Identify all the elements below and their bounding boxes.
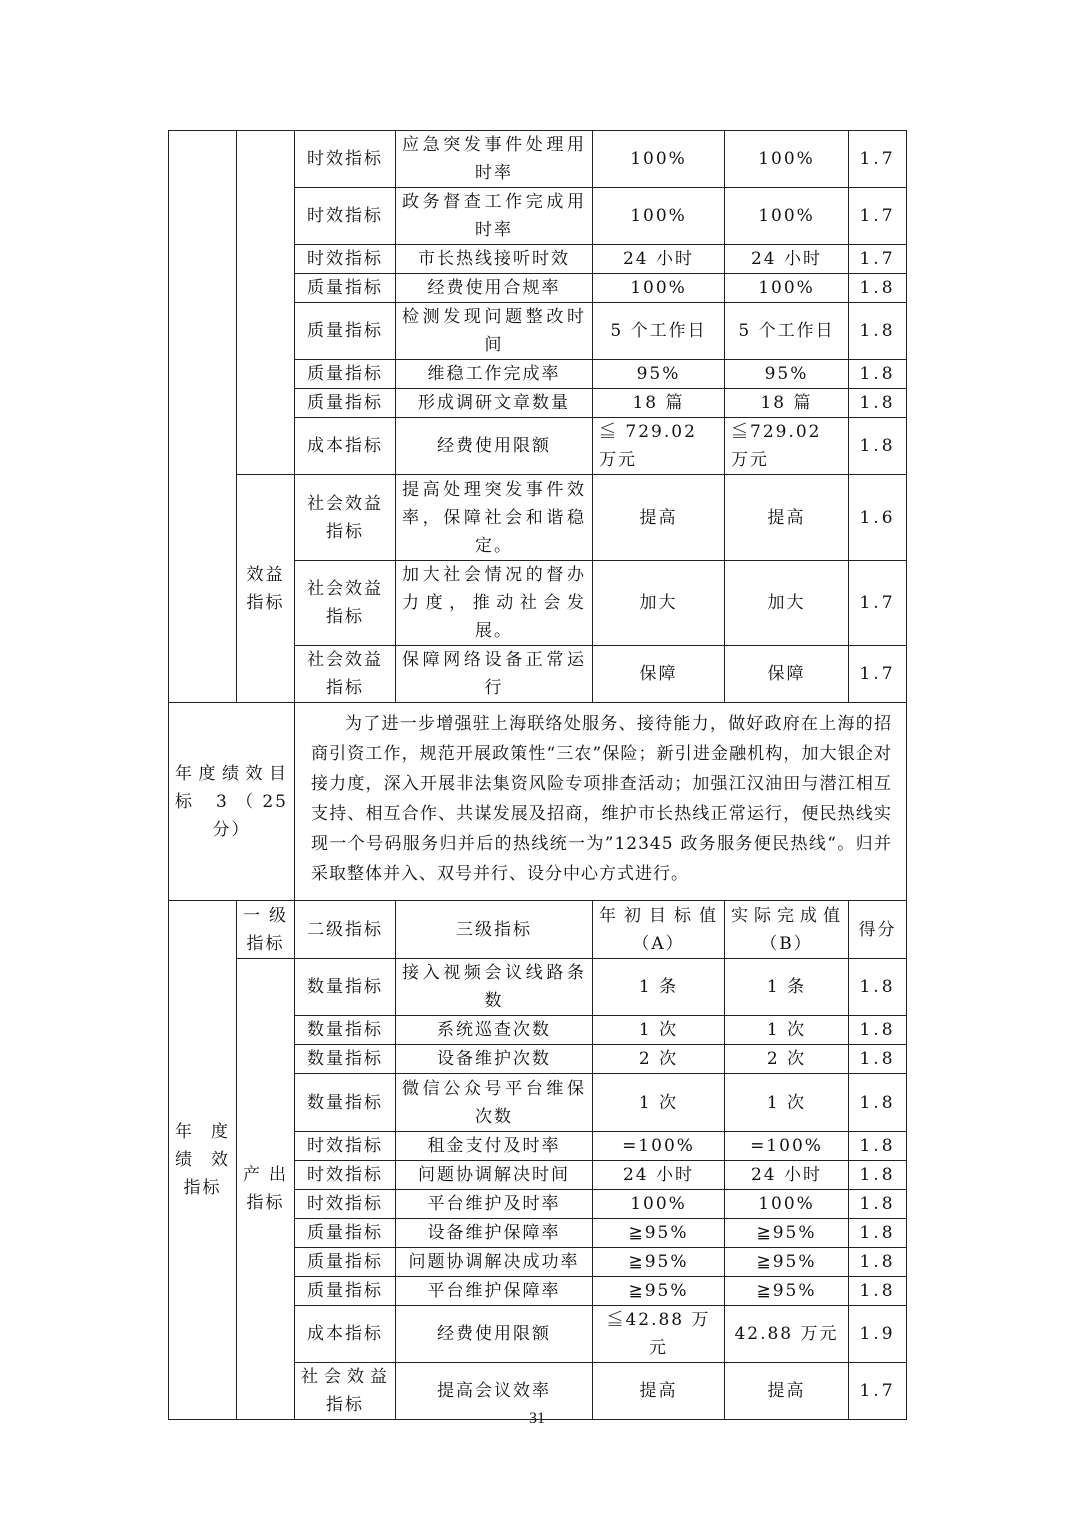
item-indicator: 加大社会情况的督办力度，推动社会发展。 bbox=[396, 561, 593, 646]
output-indicator-cell-empty bbox=[237, 131, 295, 475]
actual-value: 24 小时 bbox=[725, 1161, 849, 1190]
target-value: ≦42.88 万元 bbox=[593, 1306, 725, 1363]
output-indicator-label: 产出指标 bbox=[237, 959, 295, 1420]
table-row bbox=[169, 959, 907, 1016]
sub-indicator: 质量指标 bbox=[295, 1248, 396, 1277]
score-value: 1.7 bbox=[849, 1363, 907, 1420]
score-value: 1.8 bbox=[849, 360, 907, 389]
actual-value: 1 次 bbox=[725, 1016, 849, 1045]
item-indicator: 经费使用限额 bbox=[396, 418, 593, 475]
goal3-description: 为了进一步增强驻上海联络处服务、接待能力，做好政府在上海的招商引资工作，规范开展政策性“三农”保险；新引进金融机构，加大银企对接力度，深入开展非法集资风险专项排查活动；加强江汉油田与潜江相互支持、相互合作、共谋发展及招商，维护市长热线正常运行，便民热线实现一个号码服务归并后的热线统一为”12345 政务服务便民热线“。归并采取整体并入、双号并行、设分中心方式进行。 bbox=[295, 703, 907, 901]
score-value: 1.8 bbox=[849, 1190, 907, 1219]
target-value: 提高 bbox=[593, 1363, 725, 1420]
actual-value: 100% bbox=[725, 1190, 849, 1219]
item-indicator: 提高处理突发事件效率，保障社会和谐稳定。 bbox=[396, 475, 593, 561]
item-indicator: 设备维护保障率 bbox=[396, 1219, 593, 1248]
actual-value: ≧95% bbox=[725, 1248, 849, 1277]
target-value: 24 小时 bbox=[593, 245, 725, 274]
score-value: 1.6 bbox=[849, 475, 907, 561]
actual-value: 100% bbox=[725, 131, 849, 188]
item-indicator: 微信公众号平台维保次数 bbox=[396, 1074, 593, 1132]
target-value: 2 次 bbox=[593, 1045, 725, 1074]
sub-indicator: 质量指标 bbox=[295, 274, 396, 303]
actual-value: 24 小时 bbox=[725, 245, 849, 274]
actual-value: ≧95% bbox=[725, 1277, 849, 1306]
item-indicator: 检测发现问题整改时间 bbox=[396, 303, 593, 360]
sub-indicator: 时效指标 bbox=[295, 131, 396, 188]
sub-indicator: 成本指标 bbox=[295, 418, 396, 475]
item-indicator: 设备维护次数 bbox=[396, 1045, 593, 1074]
score-value: 1.8 bbox=[849, 303, 907, 360]
item-indicator: 应急突发事件处理用时率 bbox=[396, 131, 593, 188]
score-value: 1.8 bbox=[849, 1016, 907, 1045]
sub-indicator: 社会效益指标 bbox=[295, 1363, 396, 1420]
item-indicator: 接入视频会议线路条数 bbox=[396, 959, 593, 1016]
level3-header: 三级指标 bbox=[396, 901, 593, 959]
item-indicator: 形成调研文章数量 bbox=[396, 389, 593, 418]
annual-indicator-cell-empty bbox=[169, 131, 237, 703]
sub-indicator: 质量指标 bbox=[295, 360, 396, 389]
score-value: 1.8 bbox=[849, 1045, 907, 1074]
target-value: 1 条 bbox=[593, 959, 725, 1016]
actual-value: =100% bbox=[725, 1132, 849, 1161]
score-value: 1.7 bbox=[849, 245, 907, 274]
target-header: 年初目标值（A） bbox=[593, 901, 725, 959]
sub-indicator: 数量指标 bbox=[295, 1016, 396, 1045]
actual-value: 95% bbox=[725, 360, 849, 389]
target-value: 加大 bbox=[593, 561, 725, 646]
target-value: 24 小时 bbox=[593, 1161, 725, 1190]
actual-value: 2 次 bbox=[725, 1045, 849, 1074]
target-value: 18 篇 bbox=[593, 389, 725, 418]
item-indicator: 保障网络设备正常运行 bbox=[396, 646, 593, 703]
actual-value: 42.88 万元 bbox=[725, 1306, 849, 1363]
score-value: 1.8 bbox=[849, 418, 907, 475]
actual-value: 保障 bbox=[725, 646, 849, 703]
actual-value: ≧95% bbox=[725, 1219, 849, 1248]
sub-indicator: 质量指标 bbox=[295, 303, 396, 360]
target-value: 100% bbox=[593, 1190, 725, 1219]
score-value: 1.8 bbox=[849, 1161, 907, 1190]
score-value: 1.7 bbox=[849, 188, 907, 245]
item-indicator: 问题协调解决时间 bbox=[396, 1161, 593, 1190]
actual-value: 100% bbox=[725, 188, 849, 245]
page-number: 31 bbox=[529, 1410, 545, 1427]
sub-indicator: 数量指标 bbox=[295, 1074, 396, 1132]
sub-indicator: 质量指标 bbox=[295, 1277, 396, 1306]
performance-table bbox=[168, 130, 907, 1420]
sub-indicator: 数量指标 bbox=[295, 959, 396, 1016]
score-value: 1.8 bbox=[849, 1277, 907, 1306]
item-indicator: 租金支付及时率 bbox=[396, 1132, 593, 1161]
sub-indicator: 质量指标 bbox=[295, 389, 396, 418]
target-value: 95% bbox=[593, 360, 725, 389]
target-value: 提高 bbox=[593, 475, 725, 561]
target-value: 100% bbox=[593, 131, 725, 188]
sub-indicator: 时效指标 bbox=[295, 1161, 396, 1190]
sub-indicator: 时效指标 bbox=[295, 1132, 396, 1161]
sub-indicator: 社会效益指标 bbox=[295, 475, 396, 561]
level2-header: 二级指标 bbox=[295, 901, 396, 959]
score-header: 得分 bbox=[849, 901, 907, 959]
target-value: 保障 bbox=[593, 646, 725, 703]
actual-value: 1 次 bbox=[725, 1074, 849, 1132]
score-value: 1.8 bbox=[849, 389, 907, 418]
item-indicator: 平台维护及时率 bbox=[396, 1190, 593, 1219]
level1-header: 一级指标 bbox=[237, 901, 295, 959]
score-value: 1.8 bbox=[849, 1074, 907, 1132]
score-value: 1.8 bbox=[849, 274, 907, 303]
score-value: 1.8 bbox=[849, 1132, 907, 1161]
score-value: 1.7 bbox=[849, 561, 907, 646]
header-row bbox=[169, 901, 907, 959]
target-value: ≧95% bbox=[593, 1248, 725, 1277]
item-indicator: 提高会议效率 bbox=[396, 1363, 593, 1420]
actual-value: 提高 bbox=[725, 1363, 849, 1420]
target-value: 100% bbox=[593, 274, 725, 303]
sub-indicator: 数量指标 bbox=[295, 1045, 396, 1074]
actual-value: 1 条 bbox=[725, 959, 849, 1016]
actual-header: 实际完成值（B） bbox=[725, 901, 849, 959]
target-value: 1 次 bbox=[593, 1074, 725, 1132]
item-indicator: 经费使用限额 bbox=[396, 1306, 593, 1363]
actual-value: 加大 bbox=[725, 561, 849, 646]
score-value: 1.8 bbox=[849, 1248, 907, 1277]
sub-indicator: 社会效益指标 bbox=[295, 646, 396, 703]
score-value: 1.8 bbox=[849, 1219, 907, 1248]
actual-value: 5 个工作日 bbox=[725, 303, 849, 360]
score-value: 1.9 bbox=[849, 1306, 907, 1363]
goal3-label: 年度绩效目标 3（25 分） bbox=[169, 703, 295, 901]
target-value: ≧95% bbox=[593, 1219, 725, 1248]
sub-indicator: 时效指标 bbox=[295, 188, 396, 245]
sub-indicator: 质量指标 bbox=[295, 1219, 396, 1248]
target-value: ≦ 729.02 万元 bbox=[593, 418, 725, 475]
target-value: ≧95% bbox=[593, 1277, 725, 1306]
benefit-indicator-label: 效益指标 bbox=[237, 475, 295, 703]
table-row bbox=[169, 131, 907, 188]
score-value: 1.8 bbox=[849, 959, 907, 1016]
sub-indicator: 成本指标 bbox=[295, 1306, 396, 1363]
sub-indicator: 社会效益指标 bbox=[295, 561, 396, 646]
item-indicator: 经费使用合规率 bbox=[396, 274, 593, 303]
item-indicator: 问题协调解决成功率 bbox=[396, 1248, 593, 1277]
actual-value: 18 篇 bbox=[725, 389, 849, 418]
actual-value: 100% bbox=[725, 274, 849, 303]
target-value: =100% bbox=[593, 1132, 725, 1161]
sub-indicator: 时效指标 bbox=[295, 1190, 396, 1219]
item-indicator: 平台维护保障率 bbox=[396, 1277, 593, 1306]
actual-value: ≦729.02 万元 bbox=[725, 418, 849, 475]
table-row bbox=[169, 475, 907, 561]
actual-value: 提高 bbox=[725, 475, 849, 561]
item-indicator: 政务督查工作完成用时率 bbox=[396, 188, 593, 245]
target-value: 5 个工作日 bbox=[593, 303, 725, 360]
item-indicator: 维稳工作完成率 bbox=[396, 360, 593, 389]
goal3-row bbox=[169, 703, 907, 901]
item-indicator: 系统巡查次数 bbox=[396, 1016, 593, 1045]
target-value: 100% bbox=[593, 188, 725, 245]
score-value: 1.7 bbox=[849, 646, 907, 703]
item-indicator: 市长热线接听时效 bbox=[396, 245, 593, 274]
score-value: 1.7 bbox=[849, 131, 907, 188]
annual-indicator-label: 年度绩效指标 bbox=[169, 901, 237, 1420]
target-value: 1 次 bbox=[593, 1016, 725, 1045]
sub-indicator: 时效指标 bbox=[295, 245, 396, 274]
